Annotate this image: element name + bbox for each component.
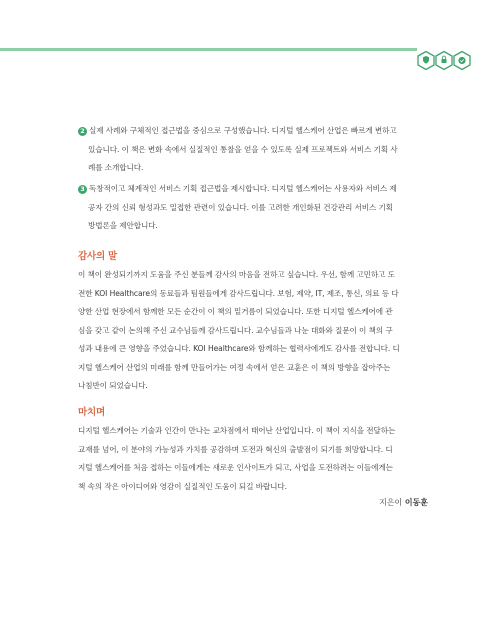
item-text: 실제 사례와 구체적인 접근법을 중심으로 구성했습니다. 디지털 헬스케어 산업은 빠르게 변하고 (89, 126, 397, 135)
item-text: 공자 간의 신뢰 형성과도 밀접한 관련이 있습니다. 이를 고려한 개인화된 건강관리 서비스 기획 (88, 202, 394, 212)
section-heading-closing: 마치며 (78, 407, 105, 418)
author-prefix: 지은이 (379, 498, 403, 507)
list-item-2 (78, 122, 430, 178)
paragraph-line: 이 책이 완성되기까지 도움을 주신 분들께 감사의 마음을 전하고 싶습니다. 우선, 함께 고민하고 도 (78, 270, 395, 279)
number-badge: 2 (78, 127, 87, 136)
paragraph-line: 지털 헬스케어를 처음 접하는 이들에게는 새로운 인사이트가 되고, 사업을 도전하려는 이들에게는 (78, 463, 393, 472)
item-text: 있습니다. 이 책은 변화 속에서 실질적인 통찰을 얻을 수 있도록 실제 프로젝트와 서비스 기획 사 (88, 144, 398, 154)
paragraph-line: 성과 내용에 큰 영향을 주었습니다. KOI Healthcare와 함께하는 협력사에게도 감사를 전합니다. 디 (78, 344, 400, 353)
paragraph-line: 책 속의 작은 아이디어와 영감이 실질적인 도움이 되길 바랍니다. (78, 481, 287, 491)
paragraph-line: 교재를 넘어, 이 분야의 가능성과 가치를 공감하며 도전과 혁신의 출발점이 되기를 희망합니다. 디 (78, 444, 393, 454)
author-credit (379, 497, 428, 508)
paragraph-line: 전한 KOI Healthcare의 동료들과 팀원들에게 감사드립니다. 보험, 제약, IT, 제조, 통신, 의료 등 다 (78, 288, 399, 298)
paragraph-line: 양한 산업 현장에서 함께한 모든 순간이 이 책의 밑거름이 되었습니다. 또한 디지털 헬스케어에 관 (78, 307, 393, 316)
item-text: 례를 소개합니다. (88, 163, 144, 172)
header-rule (0, 48, 407, 51)
item-text: 독창적이고 체계적인 서비스 기획 접근법을 제시합니다. 디지털 헬스케어는 사용자와 서비스 제 (89, 184, 397, 193)
section-heading-thanks: 감사의 말 (78, 251, 118, 262)
item-text: 방법론을 제안합니다. (88, 221, 158, 230)
author-name: 이동훈 (404, 498, 428, 507)
header-hexagon-icons (407, 44, 477, 88)
paragraph-line: 심을 갖고 같이 논의해 주신 교수님들께 감사드립니다. 교수님들과 나눈 대화와 질문이 이 책의 구 (78, 325, 393, 335)
number-badge: 3 (78, 185, 87, 194)
paragraph-line: 나침반이 되었습니다. (78, 381, 148, 390)
paragraph-line: 지털 헬스케어 산업의 미래를 함께 만들어가는 여정 속에서 얻은 교훈은 이 책의 방향을 잡아주는 (78, 362, 391, 372)
list-item-3 (78, 180, 430, 236)
thanks-paragraph (78, 266, 430, 396)
paragraph-line: 디지털 헬스케어는 기술과 인간이 만나는 교차점에서 태어난 산업입니다. 이 책이 지식을 전달하는 (78, 426, 396, 435)
closing-paragraph (78, 422, 430, 496)
